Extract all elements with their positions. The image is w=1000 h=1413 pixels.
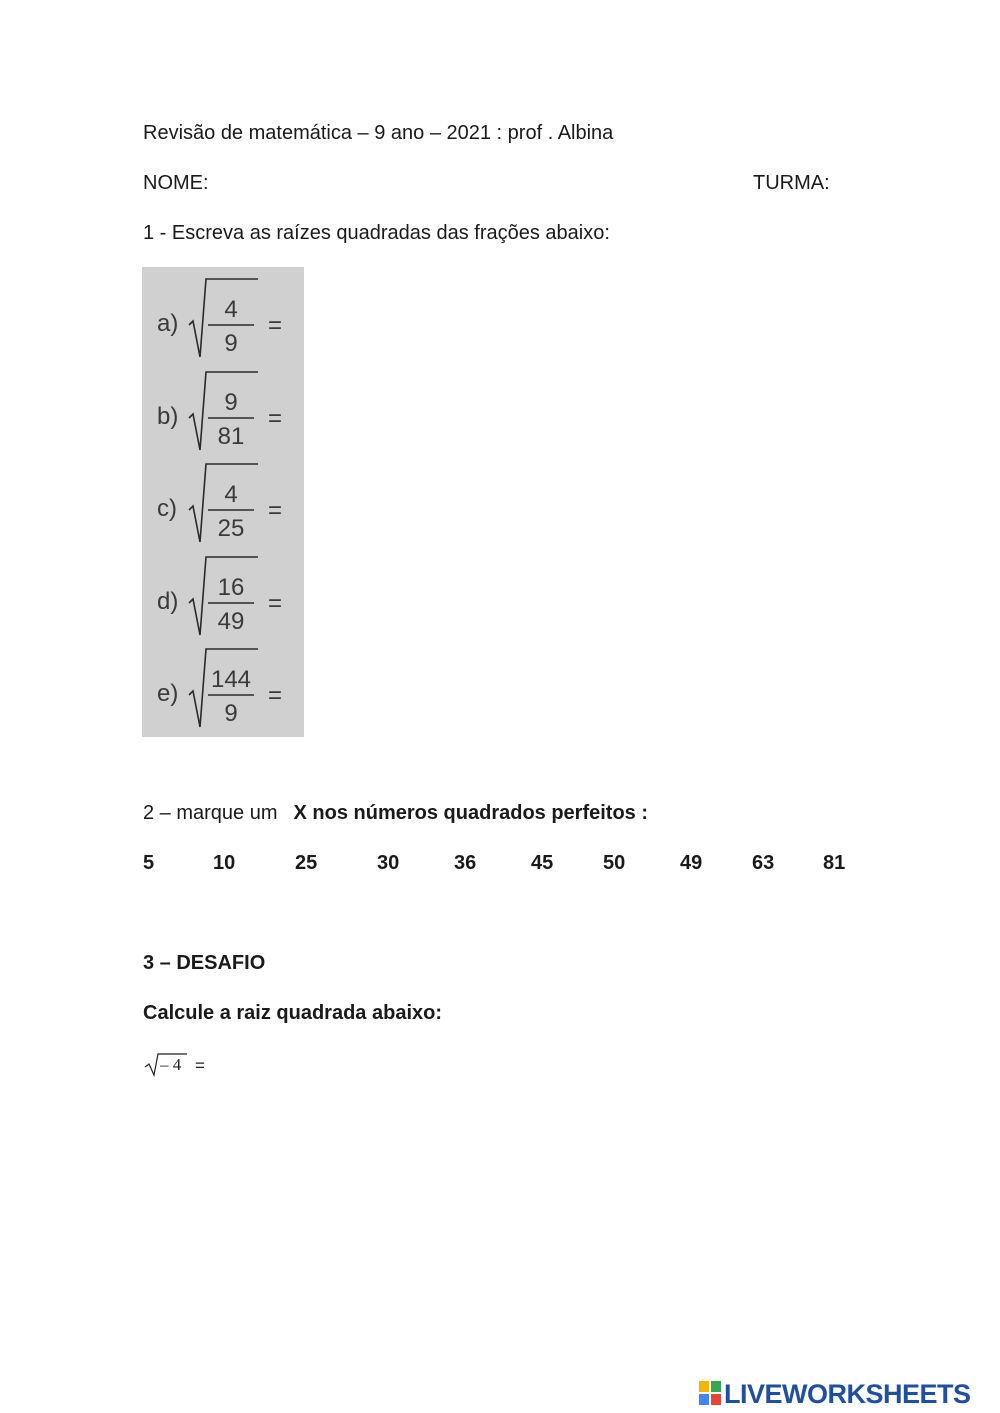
number-option[interactable]: 10 — [213, 852, 236, 874]
number-option[interactable]: 49 — [680, 852, 703, 874]
fraction-equals: = — [268, 312, 283, 339]
number-option[interactable]: 36 — [454, 852, 477, 874]
number-option[interactable]: 50 — [603, 852, 626, 874]
fraction-radical — [142, 458, 304, 550]
question-3-instruction: Calcule a raiz quadrada abaixo: — [143, 1002, 442, 1024]
fraction-radical — [142, 643, 304, 735]
challenge-radical — [143, 1050, 223, 1080]
fraction-item — [142, 273, 304, 365]
challenge-root-expression — [143, 1050, 223, 1080]
fraction-letter: a) — [157, 310, 179, 337]
challenge-radicand: – 4 — [160, 1055, 182, 1074]
fraction-item — [142, 458, 304, 550]
question-3-heading: 3 – DESAFIO — [143, 952, 266, 974]
liveworksheets-mark-icon — [698, 1380, 722, 1406]
fraction-equals: = — [268, 404, 283, 432]
number-option[interactable]: 25 — [295, 852, 318, 874]
fraction-numerator: 9 — [224, 388, 238, 416]
fraction-radical — [142, 551, 304, 643]
fraction-denominator: 9 — [224, 700, 238, 727]
class-label: TURMA: — [753, 172, 830, 194]
fraction-denominator: 49 — [217, 607, 245, 635]
fraction-radical — [142, 366, 304, 458]
challenge-equals: = — [195, 1056, 205, 1075]
fraction-letter: e) — [157, 680, 179, 707]
liveworksheets-brand: LIVEWORKSHEETS — [724, 1379, 971, 1409]
fraction-item — [142, 551, 304, 643]
name-label: NOME: — [143, 172, 209, 194]
fraction-item — [142, 366, 304, 458]
fraction-numerator: 4 — [224, 296, 238, 323]
number-option[interactable]: 63 — [752, 852, 775, 874]
fraction-letter: c) — [157, 495, 177, 522]
fraction-denominator: 25 — [217, 515, 245, 542]
question-2-prompt — [143, 801, 648, 825]
fraction-roots-panel — [142, 267, 304, 737]
fraction-radical — [142, 273, 304, 365]
number-option[interactable]: 30 — [377, 852, 400, 874]
fraction-numerator: 144 — [210, 666, 252, 693]
question-1-prompt: 1 - Escreva as raízes quadradas das frações abaixo: — [143, 222, 610, 244]
fraction-denominator: 81 — [217, 422, 245, 450]
number-option[interactable]: 5 — [143, 852, 155, 874]
fraction-numerator: 4 — [224, 481, 238, 508]
fraction-equals: = — [268, 589, 283, 617]
number-option[interactable]: 81 — [823, 852, 846, 874]
worksheet-title: Revisão de matemática – 9 ano – 2021 : prof . Albina — [143, 122, 614, 144]
fraction-item — [142, 643, 304, 735]
fraction-numerator: 16 — [217, 573, 245, 601]
fraction-letter: d) — [157, 587, 179, 615]
question-2-bold: X nos números quadrados perfeitos : — [293, 802, 649, 824]
fraction-equals: = — [268, 682, 283, 709]
number-option[interactable]: 45 — [531, 852, 554, 874]
fraction-letter: b) — [157, 402, 179, 430]
question-2-prefix: 2 – marque um — [143, 802, 278, 824]
fraction-equals: = — [268, 497, 283, 524]
fraction-denominator: 9 — [224, 330, 238, 357]
